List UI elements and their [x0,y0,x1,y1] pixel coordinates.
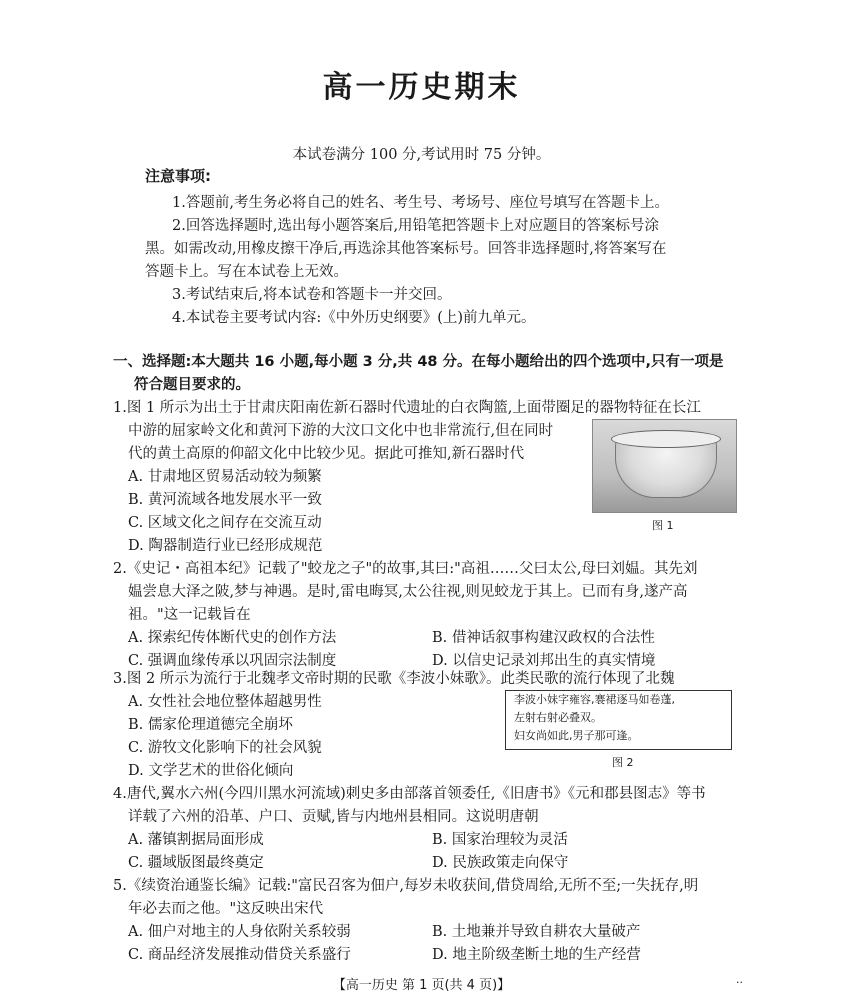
q1-stem: 代的黄土高原的仰韶文化中比较少见。据此可推知,新石器时代 [128,446,525,462]
figure-2-folk-song-box [505,690,732,750]
figure-1-pottery-basket-image [592,419,737,513]
q5-option-b: B. 土地兼并导致自耕农大量破产 [432,924,641,940]
q4-option-d: D. 民族政策走向保守 [432,855,569,871]
q4-option-b: B. 国家治理较为灵活 [432,832,568,848]
footer-mark: ·· [736,976,743,989]
q5-stem: 年必去而之他。"这反映出宋代 [128,901,324,917]
q2-stem: 2.《史记・高祖本纪》记载了"蛟龙之子"的故事,其曰:"高祖……父曰太公,母曰刘媪。其先刘 [113,561,698,577]
exam-info: 本试卷满分 100 分,考试用时 75 分钟。 [292,147,551,163]
q3-option-b: B. 儒家伦理道德完全崩坏 [128,717,293,733]
q4-option-c: C. 疆域版图最终奠定 [128,855,264,871]
page-title: 高一历史期末 [322,70,521,105]
q5-option-d: D. 地主阶级垄断土地的生产经营 [432,947,641,963]
q1-stem: 1.图 1 所示为出土于甘肃庆阳南佐新石器时代遗址的白衣陶篮,上面带圈足的器物特征在长江 [113,400,701,416]
notice-line: 4.本试卷主要考试内容:《中外历史纲要》(上)前九单元。 [172,310,536,326]
q2-stem: 媪尝息大泽之陂,梦与神遇。是时,雷电晦冥,太公往视,则见蛟龙于其上。已而有身,遂产高 [128,584,688,600]
section-heading: 一、选择题:本大题共 16 小题,每小题 3 分,共 48 分。在每小题给出的四个选项中,只有一项是 [113,354,724,370]
figure-2-line: 左射右射必叠双。 [514,711,602,724]
q1-option-c: C. 区域文化之间存在交流互动 [128,515,322,531]
q3-stem: 3.图 2 所示为流行于北魏孝文帝时期的民歌《李波小妹歌》。此类民歌的流行体现了北魏 [113,671,675,687]
q3-option-a: A. 女性社会地位整体超越男性 [128,694,322,710]
figure-2-line: 李波小妹字雍容,褰裙逐马如卷蓬, [514,693,675,706]
notice-line: 黑。如需改动,用橡皮擦干净后,再选涂其他答案标号。回答非选择题时,将答案写在 [145,241,667,257]
notice-heading: 注意事项: [145,167,211,185]
figure-1-caption: 图 1 [652,519,674,532]
q1-option-d: D. 陶器制造行业已经形成规范 [128,538,323,554]
q4-stem: 4.唐代,翼水六州(今四川黑水河流域)刺史多由部落首领委任,《旧唐书》《元和郡县图志》等书 [113,786,706,802]
q2-option-b: B. 借神话叙事构建汉政权的合法性 [432,630,655,646]
q2-option-c: C. 强调血缘传承以巩固宗法制度 [128,653,337,669]
notice-line: 2.回答选择题时,选出每小题答案后,用铅笔把答题卡上对应题目的答案标号涂 [172,218,660,234]
q4-option-a: A. 藩镇割据局面形成 [128,832,264,848]
q3-option-d: D. 文学艺术的世俗化倾向 [128,763,294,779]
q5-stem: 5.《续资治通鉴长编》记载:"富民召客为佃户,每岁未收获间,借贷周给,无所不至;一失抚存,明 [113,878,699,894]
notice-line: 3.考试结束后,将本试卷和答题卡一并交回。 [172,287,452,303]
q5-option-c: C. 商品经济发展推动借贷关系盛行 [128,947,351,963]
q2-option-d: D. 以信史记录刘邦出生的真实情境 [432,653,656,669]
q4-stem: 详载了六州的沿革、户口、贡赋,皆与内地州县相同。这说明唐朝 [128,809,539,825]
q5-option-a: A. 佃户对地主的人身依附关系较弱 [128,924,351,940]
figure-2-line: 妇女尚如此,男子那可逢。 [514,729,639,742]
q2-stem: 祖。"这一记载旨在 [128,607,251,623]
q1-option-b: B. 黄河流域各地发展水平一致 [128,492,322,508]
notice-line: 1.答题前,考生务必将自己的姓名、考生号、考场号、座位号填写在答题卡上。 [172,195,669,211]
notice-line: 答题卡上。写在本试卷上无效。 [145,264,348,280]
q3-option-c: C. 游牧文化影响下的社会风貌 [128,740,322,756]
q2-option-a: A. 探索纪传体断代史的创作方法 [128,630,337,646]
section-heading-cont: 符合题目要求的。 [134,377,250,393]
q1-option-a: A. 甘肃地区贸易活动较为频繁 [128,469,322,485]
page-footer: 【高一历史 第 1 页(共 4 页)】 [332,978,511,993]
figure-2-caption: 图 2 [612,756,634,769]
q1-stem: 中游的屈家岭文化和黄河下游的大汶口文化中也非常流行,但在同时 [128,423,554,439]
